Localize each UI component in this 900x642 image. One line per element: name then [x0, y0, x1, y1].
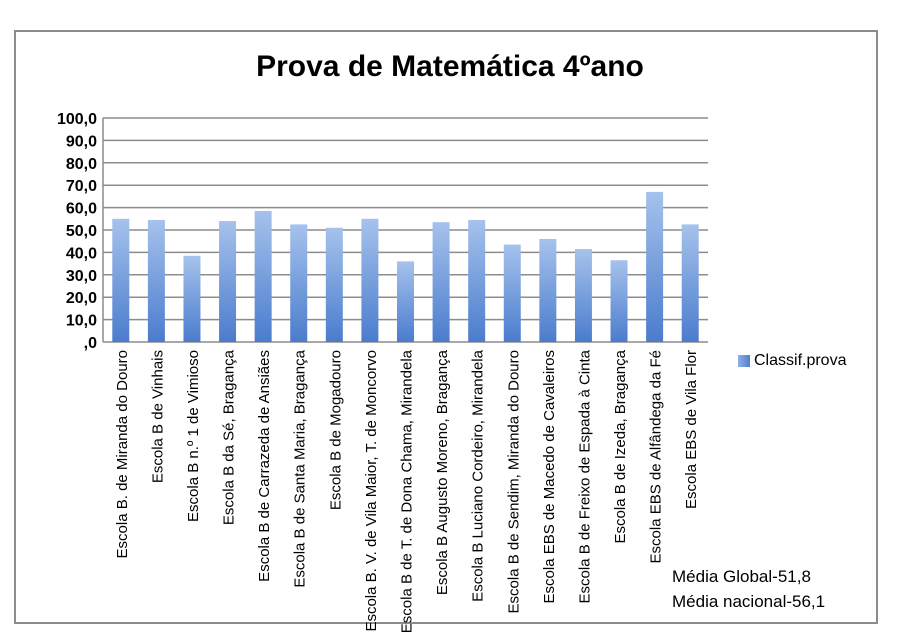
x-tick-label: Escola B Augusto Moreno, Bragança — [434, 350, 452, 596]
bar — [433, 222, 450, 342]
x-tick-label: Escola B de Carrazeda de Ansiães — [256, 350, 274, 582]
notes — [672, 564, 825, 614]
x-tick-label: Escola B de T. de Dona Chama, Mirandela — [398, 350, 416, 634]
bar — [539, 239, 556, 342]
bar — [148, 220, 165, 342]
y-tick-label: 60,0 — [65, 200, 97, 218]
bar — [219, 221, 236, 342]
y-tick-label: 30,0 — [65, 267, 97, 285]
x-tick-label: Escola B de Freixo de Espada à Cinta — [576, 350, 594, 604]
x-tick-label: Escola B. de Miranda do Douro — [113, 350, 131, 559]
x-tick-label: Escola B de Izeda, Bragança — [612, 350, 630, 544]
bar — [397, 261, 414, 342]
y-tick-label: 40,0 — [65, 245, 97, 263]
x-tick-label: Escola B de Sendim, Miranda do Douro — [505, 350, 523, 614]
national-average: Média nacional-56,1 — [672, 592, 826, 611]
bar — [361, 219, 378, 342]
x-tick-label: Escola B de Mogadouro — [327, 350, 345, 511]
x-tick-label: Escola EBS de Vila Flor — [683, 350, 701, 509]
y-tick-label: 20,0 — [65, 290, 97, 308]
bar — [326, 228, 343, 342]
x-tick-label: Escola B de Vinhais — [149, 350, 167, 484]
y-tick-label: 90,0 — [65, 133, 97, 151]
bar — [646, 192, 663, 342]
x-tick-label: Escola B Luciano Cordeiro, Mirandela — [469, 350, 487, 602]
x-tick-label: Escola B n.º 1 de Vimioso — [184, 350, 202, 522]
x-tick-label: Escola B de Santa Maria, Bragança — [291, 350, 309, 588]
y-tick-label: 80,0 — [65, 155, 97, 173]
x-tick-label: Escola B. V. de Vila Maior, T. de Moncorvo — [362, 350, 380, 632]
legend-label: Classif.prova — [754, 352, 847, 369]
bar — [290, 224, 307, 342]
y-tick-label: 100,0 — [56, 111, 97, 128]
bar — [575, 249, 592, 342]
bar — [255, 211, 272, 342]
y-tick-label: 50,0 — [65, 223, 97, 240]
global-average: Média Global-51,8 — [672, 567, 811, 586]
x-tick-label: Escola EBS de Alfândega da Fé — [647, 350, 665, 564]
bar — [112, 219, 129, 342]
y-tick-label: ,0 — [83, 335, 97, 352]
x-tick-label: Escola EBS de Macedo de Cavaleiros — [540, 350, 558, 604]
bar — [611, 260, 628, 342]
bar — [183, 256, 200, 342]
x-tick-label: Escola B da Sé, Bragança — [220, 350, 238, 526]
bar — [468, 220, 485, 342]
bar — [682, 224, 699, 342]
chart-title: Prova de Matemática 4ºano — [256, 50, 644, 83]
y-tick-label: 70,0 — [65, 178, 97, 196]
bar — [504, 245, 521, 342]
legend — [738, 352, 846, 370]
y-tick-label: 10,0 — [65, 312, 97, 330]
legend-swatch — [738, 355, 750, 367]
